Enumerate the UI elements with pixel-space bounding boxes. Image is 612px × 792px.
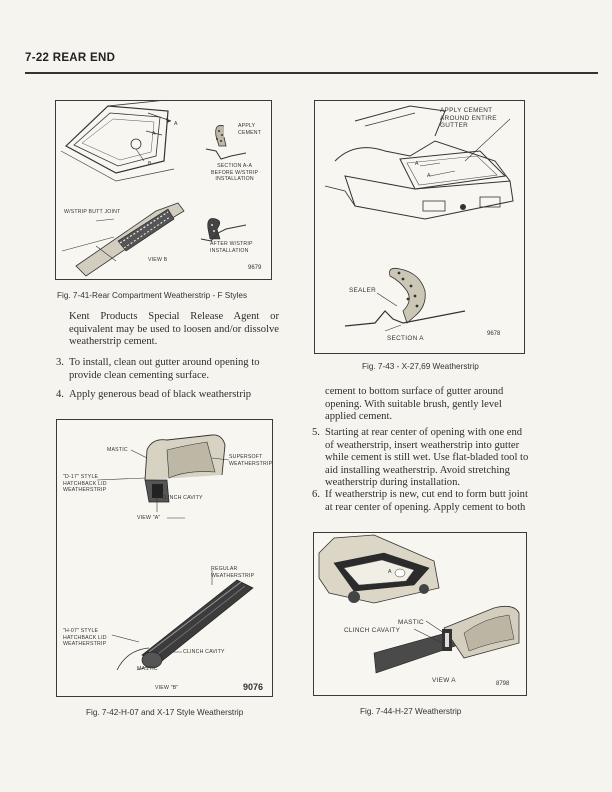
caption-fig-7-44: Fig. 7-44-H-27 Weatherstrip: [360, 707, 462, 716]
label-mastic-top: MASTIC: [107, 447, 128, 453]
label-clinch-bottom: CLINCH CAVITY: [183, 649, 225, 655]
label-apply-cement: APPLY CEMENT: [238, 123, 262, 136]
header-rule: [25, 72, 598, 74]
figure-number: 9678: [487, 331, 501, 337]
label-a-upper: A: [415, 161, 419, 167]
figure-7-44-drawing: [314, 533, 526, 695]
label-section-before: SECTION A-A BEFORE W/STRIP INSTALLATION: [211, 163, 259, 182]
label-b: B: [148, 161, 152, 167]
label-mastic: MASTIC: [398, 619, 424, 626]
step-5-text: Starting at rear center of opening with one end of weatherstrip, insert weatherstrip into gutter while cement is still wet. Use flat-bladed tool to aid installing weatherstrip. Avoid stretching weatherstrip during installation.: [325, 427, 529, 489]
figure-7-42: [56, 419, 273, 697]
label-d17-style: "D-17" STYLE HATCHBACK LID WEATHERSTRIP: [63, 474, 107, 493]
label-a-lower: A: [427, 173, 431, 179]
step-4-text: Apply generous bead of black weatherstrip: [69, 389, 252, 400]
caption-fig-7-43: Fig. 7-43 - X-27,69 Weatherstrip: [362, 362, 479, 371]
label-butt-joint: W/STRIP BUTT JOINT: [64, 209, 121, 215]
step-5-number: 5.: [312, 427, 320, 438]
label-a-upper: A: [174, 121, 178, 127]
label-view-a: VIEW "A": [137, 515, 161, 521]
label-mastic-bottom: MASTIC: [137, 666, 158, 672]
figure-7-43: [314, 100, 525, 354]
step-4-number: 4.: [56, 389, 64, 400]
label-supersoft: SUPERSOFT WEATHERSTRIP: [229, 454, 273, 467]
figure-number: 8798: [496, 681, 510, 687]
page-header: 7-22 REAR END: [25, 52, 116, 64]
step-3-number: 3.: [56, 357, 64, 368]
label-clinch-top: CLINCH CAVITY: [161, 495, 203, 501]
figure-7-43-drawing: [315, 101, 524, 353]
label-apply-cement-gutter: APPLY CEMENT AROUND ENTIRE GUTTER: [440, 107, 497, 129]
label-regular: REGULAR WEATHERSTRIP: [211, 566, 255, 579]
label-h07-style: "H-07" STYLE HATCHBACK LID WEATHERSTRIP: [63, 628, 107, 647]
paragraph-cement-continued: cement to bottom surface of gutter around opening. With suitable brush, gently level applied cement.: [325, 386, 504, 423]
label-view-b: VIEW "B": [155, 685, 179, 691]
label-clinch-cavaity: CLINCH CAVAITY: [344, 627, 401, 634]
label-view-b: VIEW B: [148, 257, 168, 263]
label-after-installation: AFTER W/STRIP INSTALLATION: [210, 241, 253, 254]
label-sealer: SEALER: [349, 287, 377, 294]
figure-number: 9076: [243, 682, 264, 692]
step-6-text: If weatherstrip is new, cut end to form butt joint at rear center of opening. Apply cement to both: [325, 489, 528, 513]
label-a: A: [388, 569, 392, 575]
paragraph-kent-products: Kent Products Special Release Agent or equivalent may be used to loosen and/or dissolve weatherstrip cement.: [69, 311, 279, 348]
label-view-a: VIEW A: [432, 677, 456, 684]
label-a-lower: A: [152, 131, 156, 137]
caption-fig-7-41: Fig. 7-41-Rear Compartment Weatherstrip - F Styles: [57, 291, 248, 300]
figure-7-44: [313, 532, 527, 696]
step-6-number: 6.: [312, 489, 320, 500]
label-section-a: SECTION A: [387, 335, 424, 342]
figure-number: 9679: [248, 265, 262, 271]
step-3-text: To install, clean out gutter around opening to provide clean cementing surface.: [69, 357, 260, 381]
figure-7-41: [55, 100, 272, 280]
caption-fig-7-42: Fig. 7-42-H-07 and X-17 Style Weatherstrip: [86, 708, 244, 717]
